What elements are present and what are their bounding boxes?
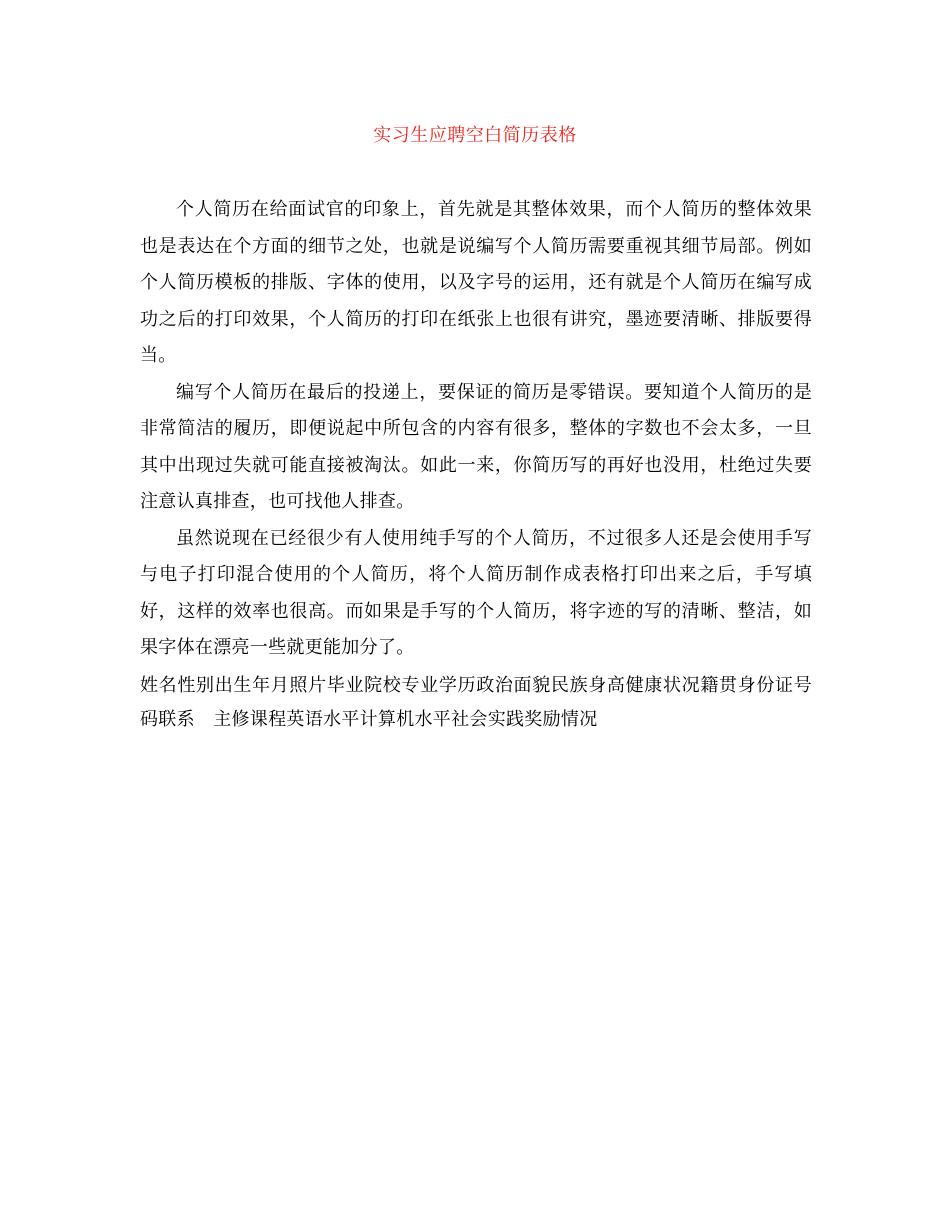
document-title: 实习生应聘空白简历表格 — [373, 125, 577, 146]
resume-field-list: 姓名性别出生年月照片毕业院校专业学历政治面貌民族身高健康状况籍贯身份证号码联系 主修课程英语水平计算机水平社会实践奖励情况 — [140, 674, 812, 730]
document-body — [140, 192, 812, 737]
paragraph-2: 编写个人简历在最后的投递上，要保证的简历是零错误。要知道个人简历的是非常简洁的履历，即便说起中所包含的内容有很多，整体的字数也不会太多，一旦其中出现过失就可能直接被淘汰。如此一来，你简历写的再好也没用，杜绝过失要注意认真排查，也可找他人排查。 — [140, 381, 812, 512]
paragraph-1: 个人简历在给面试官的印象上，首先就是其整体效果，而个人简历的整体效果也是表达在个方面的细节之处，也就是说编写个人简历需要重视其细节局部。例如个人简历模板的排版、字体的使用，以及字号的运用，还有就是个人简历在编写成功之后的打印效果，个人简历的打印在纸张上也很有讲究，墨迹要清晰、排版要得当。 — [140, 199, 812, 366]
paragraph-3: 虽然说现在已经很少有人使用纯手写的个人简历，不过很多人还是会使用手写与电子打印混合使用的个人简历，将个人简历制作成表格打印出来之后，手写填好，这样的效率也很高。而如果是手写的个人简历，将字迹的写的清晰、整洁，如果字体在漂亮一些就更能加分了。 — [140, 527, 812, 658]
